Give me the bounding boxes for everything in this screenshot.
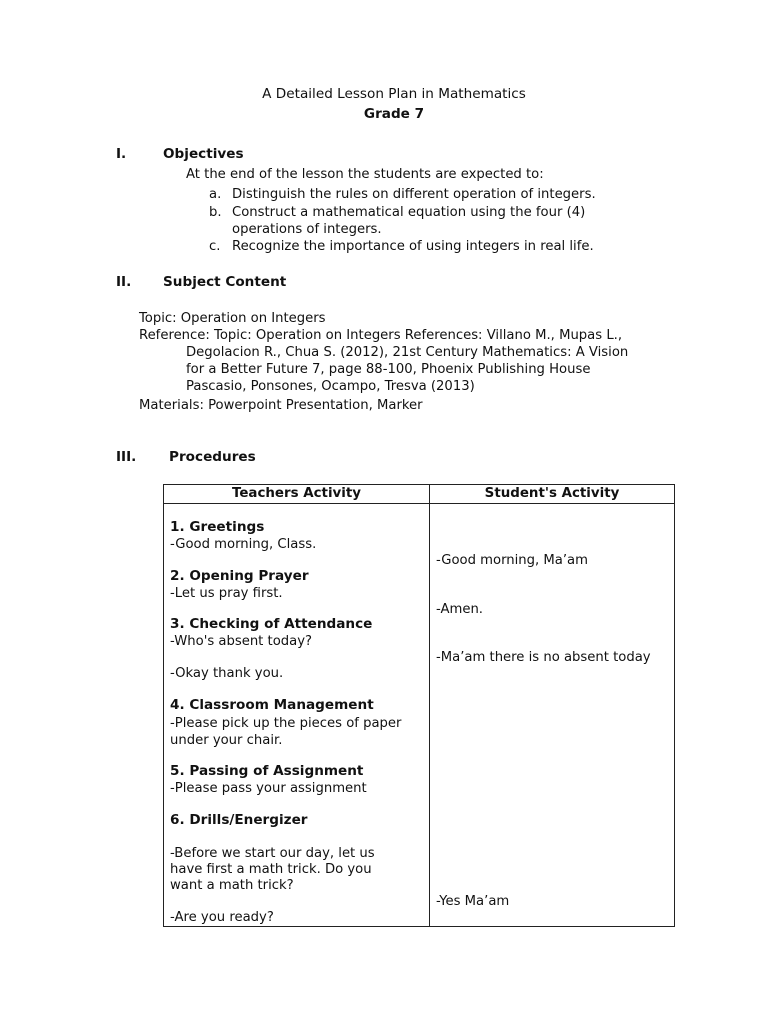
student-cell <box>430 504 675 927</box>
teacher-line: -Let us pray first. <box>170 586 283 601</box>
reference-line: Degolacion R., Chua S. (2012), 21st Century Mathematics: A Vision <box>186 345 629 360</box>
table-row <box>164 504 675 927</box>
reference-line: Reference: Topic: Operation on Integers References: Villano M., Mupas L., <box>139 328 623 343</box>
teacher-line: -Who's absent today? <box>170 634 313 649</box>
section-number-procedures: III. <box>116 449 137 465</box>
student-line: -Good morning, Ma’am <box>436 553 588 568</box>
grade-label: Grade 7 <box>363 106 425 122</box>
objective-item-b <box>209 204 669 238</box>
step-heading-drills: 6. Drills/Energizer <box>170 812 308 828</box>
table-header-row <box>164 485 675 504</box>
step-heading-assignment: 5. Passing of Assignment <box>170 763 364 779</box>
step-heading-opening-prayer: 2. Opening Prayer <box>170 568 309 584</box>
teacher-line: -Good morning, Class. <box>170 537 317 552</box>
reference-line: Pascasio, Ponsones, Ocampo, Tresva (2013) <box>186 379 475 394</box>
objectives-intro: At the end of the lesson the students are expected to: <box>186 167 544 182</box>
objective-letter: a. <box>209 187 222 202</box>
materials-line: Materials: Powerpoint Presentation, Marker <box>139 398 423 413</box>
objective-letter: b. <box>209 205 222 220</box>
section-number-subject: II. <box>116 274 132 290</box>
teacher-line: under your chair. <box>170 733 283 748</box>
objective-text: operations of integers. <box>232 222 382 237</box>
objective-text: Construct a mathematical equation using the four (4) <box>232 205 586 220</box>
header-teachers-activity: Teachers Activity <box>164 485 430 504</box>
section-title-objectives: Objectives <box>163 146 244 162</box>
student-line: -Ma’am there is no absent today <box>436 650 651 665</box>
student-line: -Yes Ma’am <box>436 894 510 909</box>
document-title: A Detailed Lesson Plan in Mathematics <box>262 86 526 102</box>
topic-line: Topic: Operation on Integers <box>139 311 326 326</box>
objective-item-a <box>209 186 669 203</box>
step-heading-attendance: 3. Checking of Attendance <box>170 616 373 632</box>
header-students-activity: Student's Activity <box>430 485 675 504</box>
section-number-objectives: I. <box>116 146 127 162</box>
procedures-table <box>163 484 675 927</box>
section-title-subject: Subject Content <box>163 274 287 290</box>
teacher-line: want a math trick? <box>170 878 294 893</box>
teacher-line: -Before we start our day, let us <box>170 846 375 861</box>
objective-text: Recognize the importance of using integers in real life. <box>232 239 594 254</box>
teacher-line: -Okay thank you. <box>170 666 284 681</box>
teacher-line: have first a math trick. Do you <box>170 862 372 877</box>
objective-letter: c. <box>209 239 221 254</box>
teacher-line: -Please pick up the pieces of paper <box>170 716 402 731</box>
reference-line: for a Better Future 7, page 88-100, Phoenix Publishing House <box>186 362 591 377</box>
teacher-cell <box>164 504 430 927</box>
step-heading-classroom-management: 4. Classroom Management <box>170 697 374 713</box>
teacher-line: -Are you ready? <box>170 910 274 925</box>
section-title-procedures: Procedures <box>169 449 256 465</box>
teacher-line: -Please pass your assignment <box>170 781 367 796</box>
student-line: -Amen. <box>436 602 483 617</box>
step-heading-greetings: 1. Greetings <box>170 519 265 535</box>
objective-item-c <box>209 238 669 255</box>
objective-text: Distinguish the rules on different operation of integers. <box>232 187 596 202</box>
